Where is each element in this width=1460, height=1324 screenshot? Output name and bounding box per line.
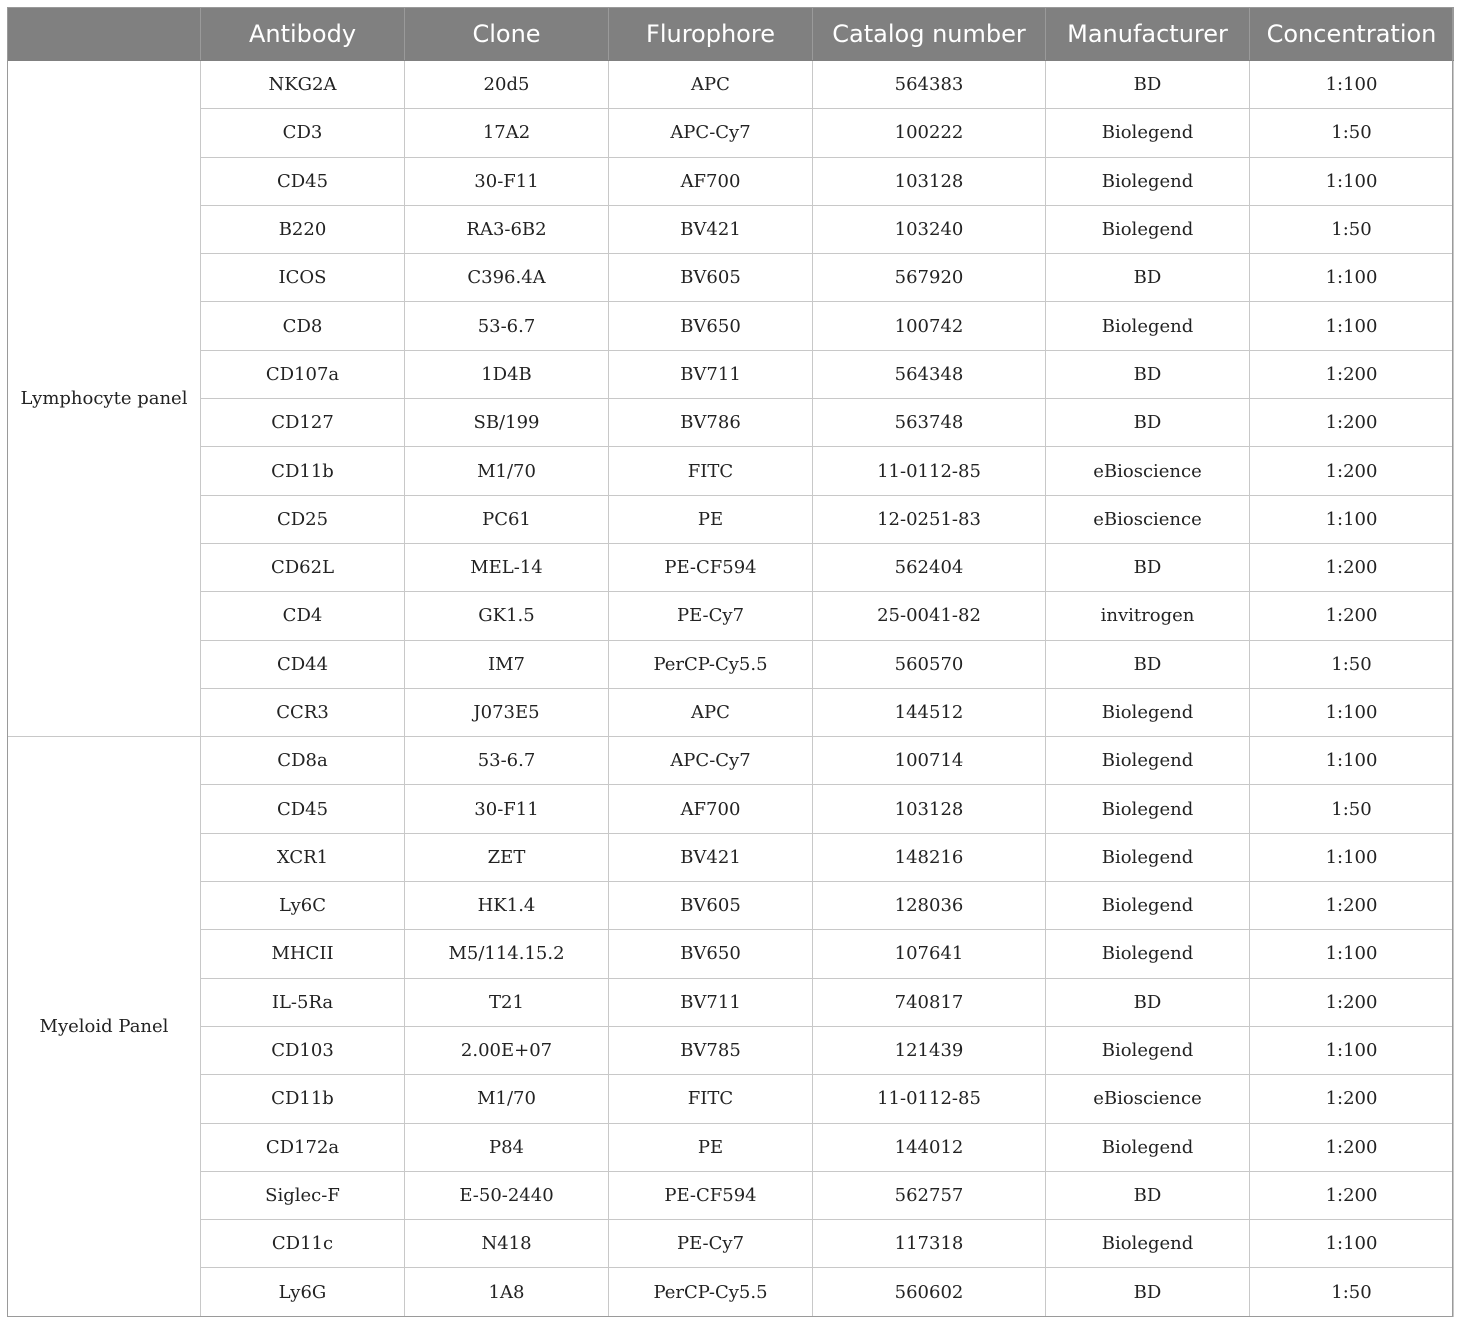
antibody-table-container (7, 7, 1453, 1317)
table-row (8, 1123, 1454, 1171)
cell-antibody: CD11b (201, 1075, 405, 1123)
cell-flurophore: BV650 (609, 302, 813, 350)
group-label-cell: Myeloid Panel (8, 737, 201, 1317)
cell-antibody: CD3 (201, 109, 405, 157)
cell-concentration: 1:200 (1250, 1075, 1454, 1123)
cell-clone: 17A2 (405, 109, 609, 157)
cell-clone: T21 (405, 978, 609, 1026)
cell-clone: 2.00E+07 (405, 1026, 609, 1074)
cell-clone: N418 (405, 1220, 609, 1268)
cell-clone: MEL-14 (405, 543, 609, 591)
cell-flurophore: PerCP-Cy5.5 (609, 1268, 813, 1316)
cell-flurophore: APC (609, 61, 813, 109)
table-row (8, 592, 1454, 640)
cell-antibody: CD11c (201, 1220, 405, 1268)
cell-manufacturer: Biolegend (1046, 882, 1250, 930)
cell-manufacturer: BD (1046, 640, 1250, 688)
cell-antibody: CD25 (201, 495, 405, 543)
table-row (8, 302, 1454, 350)
header-cell-manufacturer: Manufacturer (1046, 8, 1250, 61)
cell-catalog-number: 100742 (813, 302, 1046, 350)
header-cell-concentration: Concentration (1250, 8, 1454, 61)
cell-manufacturer: eBioscience (1046, 495, 1250, 543)
cell-clone: SB/199 (405, 399, 609, 447)
table-row (8, 447, 1454, 495)
cell-concentration: 1:100 (1250, 495, 1454, 543)
cell-concentration: 1:200 (1250, 882, 1454, 930)
cell-manufacturer: Biolegend (1046, 1220, 1250, 1268)
cell-manufacturer: Biolegend (1046, 688, 1250, 736)
cell-catalog-number: 560602 (813, 1268, 1046, 1316)
cell-clone: 53-6.7 (405, 302, 609, 350)
cell-concentration: 1:100 (1250, 254, 1454, 302)
cell-catalog-number: 564348 (813, 350, 1046, 398)
cell-manufacturer: Biolegend (1046, 302, 1250, 350)
cell-manufacturer: eBioscience (1046, 1075, 1250, 1123)
table-row (8, 109, 1454, 157)
cell-flurophore: BV711 (609, 350, 813, 398)
table-row (8, 688, 1454, 736)
table-row (8, 1075, 1454, 1123)
cell-catalog-number: 11-0112-85 (813, 447, 1046, 495)
table-row (8, 1026, 1454, 1074)
cell-flurophore: PE-Cy7 (609, 592, 813, 640)
cell-manufacturer: Biolegend (1046, 205, 1250, 253)
cell-flurophore: BV421 (609, 205, 813, 253)
cell-flurophore: APC (609, 688, 813, 736)
header-cell-group (8, 8, 201, 61)
cell-manufacturer: BD (1046, 1268, 1250, 1316)
cell-antibody: CCR3 (201, 688, 405, 736)
cell-catalog-number: 12-0251-83 (813, 495, 1046, 543)
cell-manufacturer: BD (1046, 543, 1250, 591)
cell-antibody: Siglec-F (201, 1171, 405, 1219)
cell-concentration: 1:200 (1250, 1123, 1454, 1171)
cell-antibody: Ly6C (201, 882, 405, 930)
cell-manufacturer: Biolegend (1046, 833, 1250, 881)
cell-flurophore: BV421 (609, 833, 813, 881)
cell-antibody: CD103 (201, 1026, 405, 1074)
cell-concentration: 1:100 (1250, 833, 1454, 881)
table-row (8, 254, 1454, 302)
cell-clone: GK1.5 (405, 592, 609, 640)
cell-manufacturer: Biolegend (1046, 737, 1250, 785)
cell-catalog-number: 11-0112-85 (813, 1075, 1046, 1123)
header-cell-clone: Clone (405, 8, 609, 61)
cell-manufacturer: Biolegend (1046, 785, 1250, 833)
cell-manufacturer: BD (1046, 350, 1250, 398)
table-row (8, 978, 1454, 1026)
cell-concentration: 1:50 (1250, 1268, 1454, 1316)
cell-concentration: 1:100 (1250, 930, 1454, 978)
table-row (8, 350, 1454, 398)
cell-concentration: 1:200 (1250, 1171, 1454, 1219)
table-row (8, 833, 1454, 881)
cell-antibody: CD11b (201, 447, 405, 495)
cell-antibody: XCR1 (201, 833, 405, 881)
table-row (8, 640, 1454, 688)
cell-antibody: CD172a (201, 1123, 405, 1171)
cell-catalog-number: 564383 (813, 61, 1046, 109)
cell-concentration: 1:200 (1250, 543, 1454, 591)
cell-flurophore: APC-Cy7 (609, 737, 813, 785)
cell-catalog-number: 103128 (813, 157, 1046, 205)
cell-flurophore: FITC (609, 447, 813, 495)
cell-manufacturer: BD (1046, 1171, 1250, 1219)
cell-antibody: IL-5Ra (201, 978, 405, 1026)
cell-concentration: 1:200 (1250, 978, 1454, 1026)
cell-flurophore: AF700 (609, 157, 813, 205)
cell-clone: E-50-2440 (405, 1171, 609, 1219)
cell-clone: PC61 (405, 495, 609, 543)
table-row (8, 737, 1454, 785)
cell-manufacturer: eBioscience (1046, 447, 1250, 495)
cell-concentration: 1:100 (1250, 61, 1454, 109)
table-row (8, 495, 1454, 543)
cell-antibody: MHCII (201, 930, 405, 978)
cell-catalog-number: 740817 (813, 978, 1046, 1026)
header-cell-flurophore: Flurophore (609, 8, 813, 61)
cell-catalog-number: 100222 (813, 109, 1046, 157)
cell-flurophore: BV785 (609, 1026, 813, 1074)
cell-concentration: 1:50 (1250, 109, 1454, 157)
cell-manufacturer: BD (1046, 254, 1250, 302)
cell-flurophore: APC-Cy7 (609, 109, 813, 157)
cell-antibody: CD4 (201, 592, 405, 640)
cell-clone: ZET (405, 833, 609, 881)
cell-manufacturer: Biolegend (1046, 1123, 1250, 1171)
table-row (8, 543, 1454, 591)
cell-manufacturer: Biolegend (1046, 1026, 1250, 1074)
cell-catalog-number: 121439 (813, 1026, 1046, 1074)
cell-flurophore: PE-CF594 (609, 1171, 813, 1219)
cell-flurophore: PE (609, 1123, 813, 1171)
table-row (8, 399, 1454, 447)
cell-manufacturer: Biolegend (1046, 930, 1250, 978)
cell-concentration: 1:100 (1250, 302, 1454, 350)
cell-catalog-number: 103128 (813, 785, 1046, 833)
cell-flurophore: PerCP-Cy5.5 (609, 640, 813, 688)
table-row (8, 1268, 1454, 1316)
cell-catalog-number: 144512 (813, 688, 1046, 736)
cell-antibody: ICOS (201, 254, 405, 302)
cell-concentration: 1:100 (1250, 688, 1454, 736)
table-row (8, 157, 1454, 205)
table-body (8, 61, 1454, 1317)
cell-flurophore: BV605 (609, 254, 813, 302)
cell-clone: 30-F11 (405, 157, 609, 205)
cell-manufacturer: BD (1046, 61, 1250, 109)
cell-flurophore: PE-Cy7 (609, 1220, 813, 1268)
cell-antibody: B220 (201, 205, 405, 253)
cell-flurophore: BV605 (609, 882, 813, 930)
cell-antibody: CD127 (201, 399, 405, 447)
cell-catalog-number: 128036 (813, 882, 1046, 930)
table-row (8, 61, 1454, 109)
cell-concentration: 1:100 (1250, 1026, 1454, 1074)
cell-catalog-number: 563748 (813, 399, 1046, 447)
cell-flurophore: PE (609, 495, 813, 543)
cell-clone: M1/70 (405, 447, 609, 495)
cell-concentration: 1:200 (1250, 447, 1454, 495)
cell-clone: HK1.4 (405, 882, 609, 930)
cell-catalog-number: 560570 (813, 640, 1046, 688)
cell-concentration: 1:200 (1250, 350, 1454, 398)
cell-concentration: 1:100 (1250, 737, 1454, 785)
cell-catalog-number: 562404 (813, 543, 1046, 591)
cell-antibody: CD8a (201, 737, 405, 785)
cell-clone: 1A8 (405, 1268, 609, 1316)
cell-clone: M1/70 (405, 1075, 609, 1123)
cell-antibody: CD62L (201, 543, 405, 591)
cell-clone: C396.4A (405, 254, 609, 302)
table-row (8, 882, 1454, 930)
cell-clone: RA3-6B2 (405, 205, 609, 253)
cell-clone: 1D4B (405, 350, 609, 398)
header-row (8, 8, 1454, 61)
table-row (8, 785, 1454, 833)
cell-clone: 30-F11 (405, 785, 609, 833)
cell-manufacturer: Biolegend (1046, 157, 1250, 205)
cell-flurophore: FITC (609, 1075, 813, 1123)
cell-concentration: 1:200 (1250, 592, 1454, 640)
cell-concentration: 1:100 (1250, 1220, 1454, 1268)
cell-catalog-number: 25-0041-82 (813, 592, 1046, 640)
cell-catalog-number: 562757 (813, 1171, 1046, 1219)
cell-clone: M5/114.15.2 (405, 930, 609, 978)
cell-antibody: CD44 (201, 640, 405, 688)
antibody-table (7, 7, 1454, 1317)
cell-manufacturer: BD (1046, 978, 1250, 1026)
table-row (8, 930, 1454, 978)
table-row (8, 205, 1454, 253)
cell-catalog-number: 567920 (813, 254, 1046, 302)
cell-catalog-number: 103240 (813, 205, 1046, 253)
cell-antibody: Ly6G (201, 1268, 405, 1316)
cell-antibody: NKG2A (201, 61, 405, 109)
cell-antibody: CD45 (201, 785, 405, 833)
cell-antibody: CD8 (201, 302, 405, 350)
cell-concentration: 1:50 (1250, 785, 1454, 833)
cell-flurophore: PE-CF594 (609, 543, 813, 591)
cell-catalog-number: 100714 (813, 737, 1046, 785)
cell-clone: P84 (405, 1123, 609, 1171)
cell-clone: 20d5 (405, 61, 609, 109)
cell-manufacturer: Biolegend (1046, 109, 1250, 157)
cell-catalog-number: 107641 (813, 930, 1046, 978)
cell-concentration: 1:50 (1250, 205, 1454, 253)
cell-catalog-number: 148216 (813, 833, 1046, 881)
cell-flurophore: BV650 (609, 930, 813, 978)
table-row (8, 1220, 1454, 1268)
cell-concentration: 1:100 (1250, 157, 1454, 205)
cell-antibody: CD45 (201, 157, 405, 205)
group-label-cell: Lymphocyte panel (8, 61, 201, 737)
cell-concentration: 1:200 (1250, 399, 1454, 447)
table-row (8, 1171, 1454, 1219)
header-cell-antibody: Antibody (201, 8, 405, 61)
cell-antibody: CD107a (201, 350, 405, 398)
cell-flurophore: AF700 (609, 785, 813, 833)
cell-clone: J073E5 (405, 688, 609, 736)
cell-catalog-number: 117318 (813, 1220, 1046, 1268)
cell-clone: 53-6.7 (405, 737, 609, 785)
cell-manufacturer: invitrogen (1046, 592, 1250, 640)
cell-clone: IM7 (405, 640, 609, 688)
header-cell-catalog-number: Catalog number (813, 8, 1046, 61)
cell-concentration: 1:50 (1250, 640, 1454, 688)
cell-flurophore: BV711 (609, 978, 813, 1026)
cell-manufacturer: BD (1046, 399, 1250, 447)
cell-catalog-number: 144012 (813, 1123, 1046, 1171)
cell-flurophore: BV786 (609, 399, 813, 447)
